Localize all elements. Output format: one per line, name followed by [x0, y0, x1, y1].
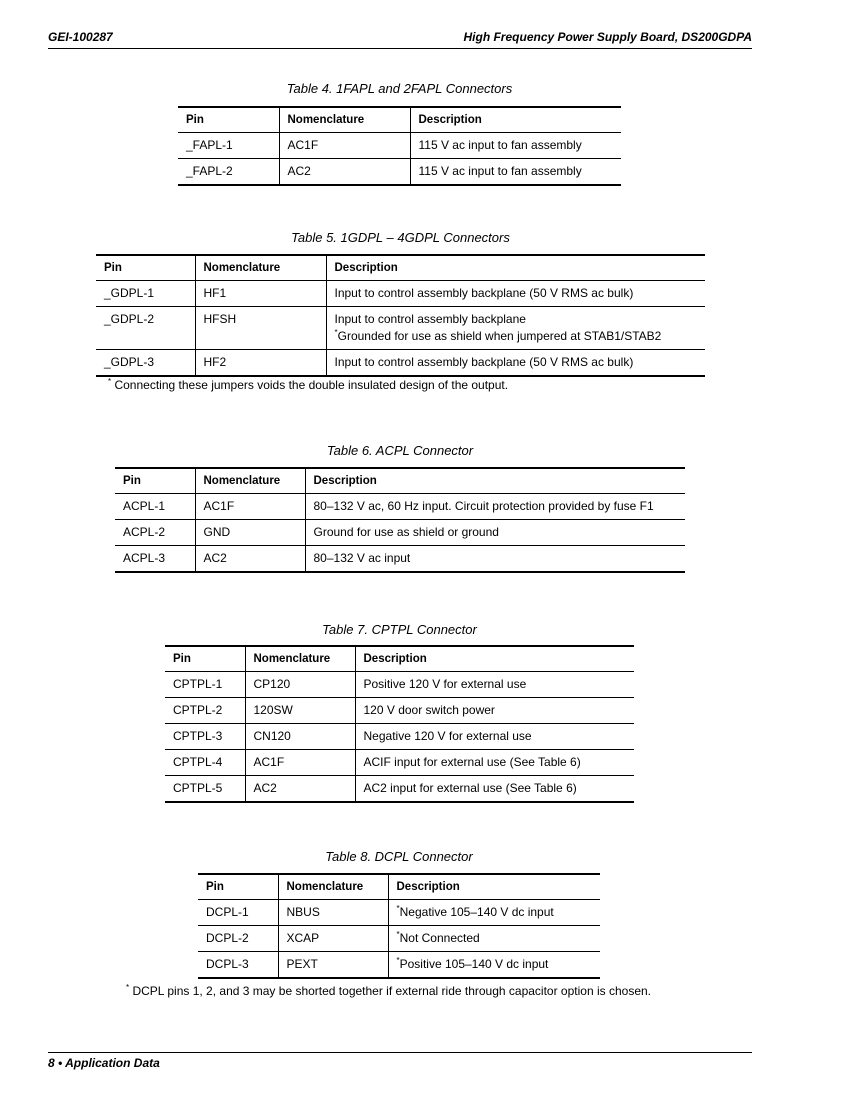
description-cell: Input to control assembly backplane (50 V RMS ac bulk) — [326, 350, 705, 377]
table-row — [165, 776, 634, 803]
footnote-marker: * — [396, 904, 400, 913]
table-row — [178, 159, 621, 186]
pin-cell: _GDPL-2 — [96, 307, 195, 350]
table-4-caption: Table 4. 1FAPL and 2FAPL Connectors — [286, 81, 513, 96]
description-cell: AC2 input for external use (See Table 6) — [355, 776, 634, 803]
column-header-pin: Pin — [115, 468, 195, 494]
table-row — [165, 750, 634, 776]
footnote-marker: * — [334, 328, 338, 337]
description-cell — [326, 307, 705, 350]
table-6-caption: Table 6. ACPL Connector — [326, 443, 474, 458]
column-header-nomenclature: Nomenclature — [195, 468, 305, 494]
table-row — [198, 900, 600, 926]
table-row — [198, 926, 600, 952]
footnote-marker: * — [396, 930, 400, 939]
nomenclature-cell: GND — [195, 520, 305, 546]
nomenclature-cell: HFSH — [195, 307, 326, 350]
table-7 — [165, 645, 634, 803]
column-header-description: Description — [388, 874, 600, 900]
column-header-description: Description — [326, 255, 705, 281]
description-line-footnoted: *Grounded for use as shield when jumpered at STAB1/STAB2 — [334, 328, 662, 343]
column-header-nomenclature: Nomenclature — [245, 646, 355, 672]
page-header — [48, 30, 752, 48]
footnote-marker: * — [126, 983, 130, 992]
column-header-description: Description — [305, 468, 685, 494]
column-header-pin: Pin — [198, 874, 278, 900]
section-name: Application Data — [65, 1056, 160, 1070]
pin-cell: DCPL-2 — [198, 926, 278, 952]
pin-cell: _FAPL-1 — [178, 133, 279, 159]
table-5 — [96, 254, 705, 377]
table-row — [115, 520, 685, 546]
footer-divider — [48, 1052, 752, 1053]
pin-cell: CPTPL-2 — [165, 698, 245, 724]
column-header-description: Description — [355, 646, 634, 672]
table-5-caption: Table 5. 1GDPL – 4GDPL Connectors — [291, 230, 510, 245]
table-row — [96, 281, 705, 307]
nomenclature-cell: AC2 — [245, 776, 355, 803]
pin-cell: _GDPL-1 — [96, 281, 195, 307]
pin-cell: CPTPL-3 — [165, 724, 245, 750]
pin-cell: _FAPL-2 — [178, 159, 279, 186]
table-header-row — [198, 874, 600, 900]
nomenclature-cell: PEXT — [278, 952, 388, 979]
pin-cell: DCPL-3 — [198, 952, 278, 979]
page-number: 8 — [48, 1056, 55, 1070]
pin-cell: CPTPL-5 — [165, 776, 245, 803]
table-row — [198, 952, 600, 979]
footnote-marker: * — [108, 377, 112, 386]
description-cell: 115 V ac input to fan assembly — [410, 133, 621, 159]
description-cell: Ground for use as shield or ground — [305, 520, 685, 546]
column-header-nomenclature: Nomenclature — [278, 874, 388, 900]
table-8-footnote: * DCPL pins 1, 2, and 3 may be shorted together if external ride through capacitor option is chosen. — [126, 983, 651, 998]
description-cell: Negative 120 V for external use — [355, 724, 634, 750]
pin-cell: DCPL-1 — [198, 900, 278, 926]
document-title: High Frequency Power Supply Board, DS200GDPA — [463, 30, 752, 44]
page-footer — [48, 1056, 160, 1070]
nomenclature-cell: AC2 — [279, 159, 410, 186]
description-cell: 80–132 V ac input — [305, 546, 685, 573]
nomenclature-cell: HF2 — [195, 350, 326, 377]
table-header-row — [115, 468, 685, 494]
column-header-pin: Pin — [96, 255, 195, 281]
nomenclature-cell: CN120 — [245, 724, 355, 750]
column-header-pin: Pin — [178, 107, 279, 133]
description-cell: 115 V ac input to fan assembly — [410, 159, 621, 186]
description-cell: 120 V door switch power — [355, 698, 634, 724]
table-row — [96, 350, 705, 377]
column-header-description: Description — [410, 107, 621, 133]
table-8-caption: Table 8. DCPL Connector — [325, 849, 473, 864]
pin-cell: ACPL-3 — [115, 546, 195, 573]
pin-cell: CPTPL-1 — [165, 672, 245, 698]
description-cell: *Negative 105–140 V dc input — [388, 900, 600, 926]
nomenclature-cell: 120SW — [245, 698, 355, 724]
nomenclature-cell: AC1F — [279, 133, 410, 159]
description-cell: *Not Connected — [388, 926, 600, 952]
nomenclature-cell: AC1F — [245, 750, 355, 776]
table-row — [96, 307, 705, 350]
pin-cell: CPTPL-4 — [165, 750, 245, 776]
table-4 — [178, 106, 621, 186]
nomenclature-cell: XCAP — [278, 926, 388, 952]
nomenclature-cell: AC2 — [195, 546, 305, 573]
table-row — [165, 724, 634, 750]
nomenclature-cell: HF1 — [195, 281, 326, 307]
footer-separator: • — [58, 1056, 63, 1070]
description-cell: ACIF input for external use (See Table 6) — [355, 750, 634, 776]
pin-cell: _GDPL-3 — [96, 350, 195, 377]
table-8 — [198, 873, 600, 979]
pin-cell: ACPL-1 — [115, 494, 195, 520]
table-row — [115, 494, 685, 520]
description-cell: Input to control assembly backplane (50 V RMS ac bulk) — [326, 281, 705, 307]
table-row — [178, 133, 621, 159]
footnote-marker: * — [396, 956, 400, 965]
column-header-pin: Pin — [165, 646, 245, 672]
table-row — [165, 672, 634, 698]
description-line: Input to control assembly backplane — [334, 312, 526, 326]
description-cell: 80–132 V ac, 60 Hz input. Circuit protection provided by fuse F1 — [305, 494, 685, 520]
nomenclature-cell: NBUS — [278, 900, 388, 926]
column-header-nomenclature: Nomenclature — [195, 255, 326, 281]
header-divider — [48, 48, 752, 49]
table-header-row — [165, 646, 634, 672]
nomenclature-cell: AC1F — [195, 494, 305, 520]
table-header-row — [178, 107, 621, 133]
description-cell: Positive 120 V for external use — [355, 672, 634, 698]
table-6 — [115, 467, 685, 573]
pin-cell: ACPL-2 — [115, 520, 195, 546]
table-header-row — [96, 255, 705, 281]
document-number: GEI-100287 — [48, 30, 113, 44]
table-5-footnote: * Connecting these jumpers voids the double insulated design of the output. — [108, 377, 509, 392]
table-7-caption: Table 7. CPTPL Connector — [322, 622, 477, 637]
table-row — [115, 546, 685, 573]
description-cell: *Positive 105–140 V dc input — [388, 952, 600, 979]
table-row — [165, 698, 634, 724]
nomenclature-cell: CP120 — [245, 672, 355, 698]
column-header-nomenclature: Nomenclature — [279, 107, 410, 133]
